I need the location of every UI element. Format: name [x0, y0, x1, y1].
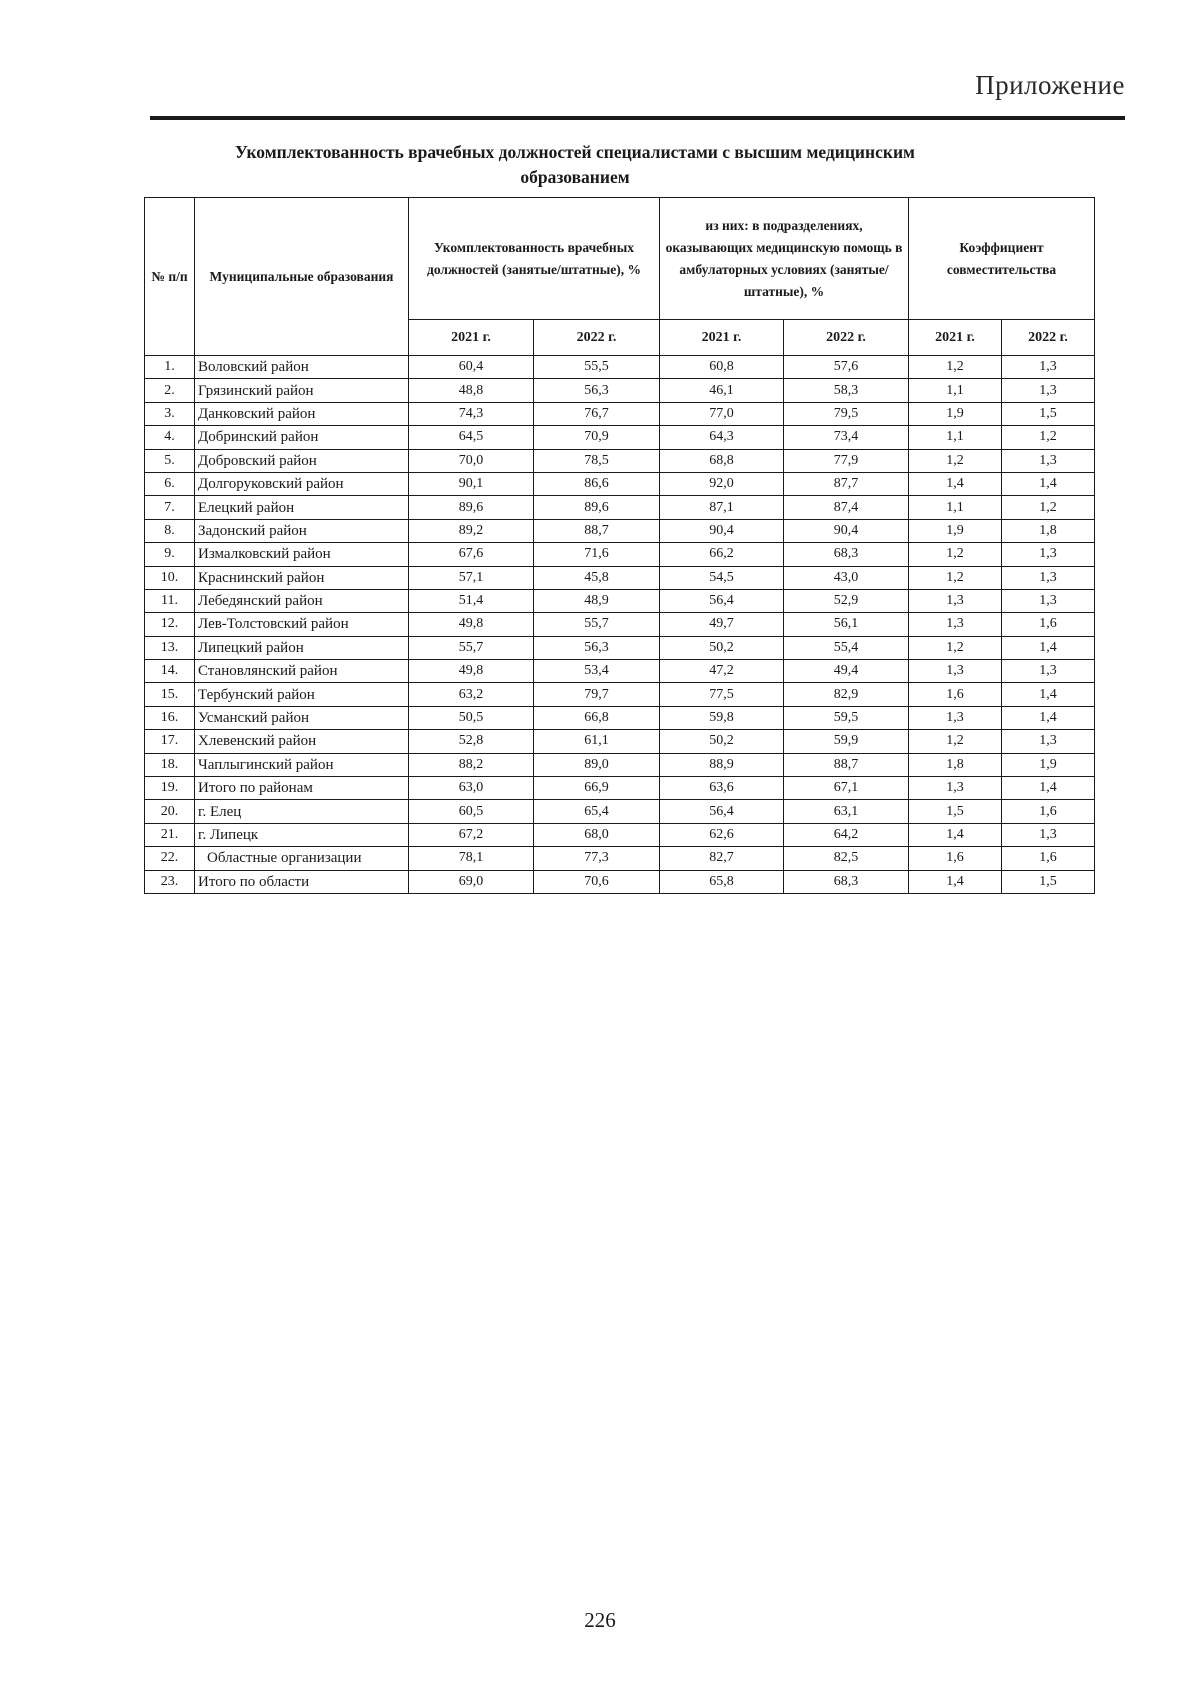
municipality-name: г. Елец	[195, 800, 409, 823]
outpatient-2022: 73,4	[784, 426, 909, 449]
outpatient-2021: 49,7	[660, 613, 784, 636]
staffing-2022: 48,9	[534, 589, 660, 612]
coefficient-2021: 1,6	[909, 683, 1002, 706]
staffing-2021: 60,4	[409, 356, 534, 379]
table-row	[145, 777, 1095, 800]
municipality-name: Лебедянский район	[195, 589, 409, 612]
table-row	[145, 823, 1095, 846]
staffing-2021: 89,2	[409, 519, 534, 542]
row-number: 10.	[145, 566, 195, 589]
outpatient-2022: 59,5	[784, 706, 909, 729]
municipality-name: Долгоруковский район	[195, 472, 409, 495]
document-title: Укомплектованность врачебных должностей специалистами с высшим медицинским образованием	[235, 142, 915, 187]
coefficient-2022: 1,4	[1002, 706, 1095, 729]
staffing-2022: 56,3	[534, 379, 660, 402]
coefficient-2022: 1,3	[1002, 566, 1095, 589]
municipality-name: Областные организации	[195, 847, 409, 870]
coefficient-2021: 1,3	[909, 589, 1002, 612]
outpatient-2021: 77,5	[660, 683, 784, 706]
table-row	[145, 426, 1095, 449]
row-number: 9.	[145, 543, 195, 566]
coefficient-2022: 1,3	[1002, 730, 1095, 753]
outpatient-2021: 50,2	[660, 730, 784, 753]
outpatient-2021: 64,3	[660, 426, 784, 449]
header-outpatient: из них: в подразделениях, оказывающих медицинскую помощь в амбулаторных условиях (занятые/штатные), %	[660, 198, 909, 320]
staffing-2021: 89,6	[409, 496, 534, 519]
staffing-2021: 63,2	[409, 683, 534, 706]
coefficient-2021: 1,2	[909, 730, 1002, 753]
row-number: 11.	[145, 589, 195, 612]
municipality-name: Данковский район	[195, 402, 409, 425]
coefficient-2021: 1,2	[909, 543, 1002, 566]
municipality-name: Грязинский район	[195, 379, 409, 402]
outpatient-2021: 66,2	[660, 543, 784, 566]
staffing-2021: 70,0	[409, 449, 534, 472]
header-coefficient-2022: 2022 г.	[1002, 320, 1095, 356]
header-number: № п/п	[145, 198, 195, 356]
coefficient-2021: 1,3	[909, 613, 1002, 636]
table-row	[145, 543, 1095, 566]
municipality-name: Задонский район	[195, 519, 409, 542]
row-number: 7.	[145, 496, 195, 519]
outpatient-2022: 58,3	[784, 379, 909, 402]
municipality-name: Усманский район	[195, 706, 409, 729]
municipality-name: Итого по области	[195, 870, 409, 893]
coefficient-2021: 1,5	[909, 800, 1002, 823]
coefficient-2022: 1,3	[1002, 660, 1095, 683]
staffing-2021: 78,1	[409, 847, 534, 870]
outpatient-2022: 64,2	[784, 823, 909, 846]
row-number: 4.	[145, 426, 195, 449]
row-number: 19.	[145, 777, 195, 800]
header-staffing-2022: 2022 г.	[534, 320, 660, 356]
coefficient-2021: 1,2	[909, 449, 1002, 472]
staffing-2021: 67,6	[409, 543, 534, 566]
row-number: 22.	[145, 847, 195, 870]
table-row	[145, 566, 1095, 589]
coefficient-2021: 1,1	[909, 379, 1002, 402]
outpatient-2022: 82,9	[784, 683, 909, 706]
coefficient-2022: 1,2	[1002, 426, 1095, 449]
row-number: 3.	[145, 402, 195, 425]
outpatient-2022: 55,4	[784, 636, 909, 659]
staffing-2021: 63,0	[409, 777, 534, 800]
staffing-2022: 71,6	[534, 543, 660, 566]
municipality-name: Хлевенский район	[195, 730, 409, 753]
coefficient-2022: 1,3	[1002, 449, 1095, 472]
coefficient-2022: 1,4	[1002, 636, 1095, 659]
municipality-name: Добровский район	[195, 449, 409, 472]
outpatient-2021: 56,4	[660, 800, 784, 823]
outpatient-2021: 60,8	[660, 356, 784, 379]
staffing-2022: 70,9	[534, 426, 660, 449]
row-number: 16.	[145, 706, 195, 729]
coefficient-2021: 1,3	[909, 706, 1002, 729]
staffing-2022: 53,4	[534, 660, 660, 683]
coefficient-2022: 1,4	[1002, 777, 1095, 800]
outpatient-2022: 56,1	[784, 613, 909, 636]
coefficient-2022: 1,8	[1002, 519, 1095, 542]
coefficient-2022: 1,5	[1002, 402, 1095, 425]
municipality-name: Воловский район	[195, 356, 409, 379]
municipality-name: Итого по районам	[195, 777, 409, 800]
coefficient-2022: 1,3	[1002, 589, 1095, 612]
outpatient-2021: 77,0	[660, 402, 784, 425]
outpatient-2022: 87,7	[784, 472, 909, 495]
outpatient-2022: 90,4	[784, 519, 909, 542]
outpatient-2021: 68,8	[660, 449, 784, 472]
header-outpatient-2022: 2022 г.	[784, 320, 909, 356]
staffing-2021: 57,1	[409, 566, 534, 589]
coefficient-2022: 1,3	[1002, 356, 1095, 379]
staffing-2022: 68,0	[534, 823, 660, 846]
staffing-2022: 55,5	[534, 356, 660, 379]
outpatient-2021: 54,5	[660, 566, 784, 589]
table-row	[145, 379, 1095, 402]
municipality-name: Тербунский район	[195, 683, 409, 706]
table-row	[145, 472, 1095, 495]
row-number: 17.	[145, 730, 195, 753]
coefficient-2021: 1,2	[909, 636, 1002, 659]
header-coefficient: Коэффициент совместительства	[909, 198, 1095, 320]
municipality-name: Добринский район	[195, 426, 409, 449]
coefficient-2021: 1,4	[909, 870, 1002, 893]
coefficient-2022: 1,5	[1002, 870, 1095, 893]
municipality-name: г. Липецк	[195, 823, 409, 846]
staffing-2021: 51,4	[409, 589, 534, 612]
outpatient-2021: 46,1	[660, 379, 784, 402]
coefficient-2022: 1,4	[1002, 472, 1095, 495]
outpatient-2022: 88,7	[784, 753, 909, 776]
coefficient-2021: 1,1	[909, 426, 1002, 449]
staffing-2022: 76,7	[534, 402, 660, 425]
staffing-2022: 66,9	[534, 777, 660, 800]
row-number: 5.	[145, 449, 195, 472]
table-row	[145, 356, 1095, 379]
outpatient-2021: 65,8	[660, 870, 784, 893]
table-row	[145, 660, 1095, 683]
staffing-2022: 55,7	[534, 613, 660, 636]
staffing-2022: 79,7	[534, 683, 660, 706]
staffing-2021: 52,8	[409, 730, 534, 753]
table-body	[145, 356, 1095, 894]
header-staffing: Укомплектованность врачебных должностей (занятые/штатные), %	[409, 198, 660, 320]
coefficient-2021: 1,2	[909, 356, 1002, 379]
staffing-2021: 67,2	[409, 823, 534, 846]
section-title: Приложение	[975, 70, 1125, 100]
staffing-2022: 66,8	[534, 706, 660, 729]
staffing-table	[144, 197, 1095, 894]
outpatient-2021: 63,6	[660, 777, 784, 800]
outpatient-2022: 68,3	[784, 870, 909, 893]
municipality-name: Липецкий район	[195, 636, 409, 659]
staffing-2021: 48,8	[409, 379, 534, 402]
staffing-2021: 90,1	[409, 472, 534, 495]
outpatient-2022: 68,3	[784, 543, 909, 566]
row-number: 8.	[145, 519, 195, 542]
coefficient-2021: 1,9	[909, 519, 1002, 542]
coefficient-2022: 1,6	[1002, 847, 1095, 870]
coefficient-2021: 1,9	[909, 402, 1002, 425]
staffing-2021: 74,3	[409, 402, 534, 425]
coefficient-2022: 1,6	[1002, 613, 1095, 636]
outpatient-2021: 87,1	[660, 496, 784, 519]
header-rule	[150, 116, 1125, 120]
outpatient-2021: 82,7	[660, 847, 784, 870]
staffing-2022: 77,3	[534, 847, 660, 870]
staffing-2022: 86,6	[534, 472, 660, 495]
coefficient-2022: 1,6	[1002, 800, 1095, 823]
municipality-name: Краснинский район	[195, 566, 409, 589]
table-row	[145, 449, 1095, 472]
outpatient-2021: 47,2	[660, 660, 784, 683]
staffing-table-container	[144, 197, 1094, 894]
row-number: 14.	[145, 660, 195, 683]
outpatient-2022: 63,1	[784, 800, 909, 823]
row-number: 2.	[145, 379, 195, 402]
staffing-2021: 50,5	[409, 706, 534, 729]
staffing-2021: 49,8	[409, 613, 534, 636]
staffing-2022: 56,3	[534, 636, 660, 659]
outpatient-2021: 50,2	[660, 636, 784, 659]
staffing-2021: 88,2	[409, 753, 534, 776]
table-row	[145, 706, 1095, 729]
staffing-2022: 88,7	[534, 519, 660, 542]
outpatient-2022: 49,4	[784, 660, 909, 683]
outpatient-2021: 56,4	[660, 589, 784, 612]
row-number: 18.	[145, 753, 195, 776]
staffing-2022: 89,6	[534, 496, 660, 519]
outpatient-2022: 52,9	[784, 589, 909, 612]
staffing-2022: 89,0	[534, 753, 660, 776]
staffing-2021: 55,7	[409, 636, 534, 659]
coefficient-2022: 1,3	[1002, 379, 1095, 402]
outpatient-2022: 43,0	[784, 566, 909, 589]
table-row	[145, 636, 1095, 659]
coefficient-2021: 1,1	[909, 496, 1002, 519]
coefficient-2021: 1,4	[909, 823, 1002, 846]
header-outpatient-2021: 2021 г.	[660, 320, 784, 356]
outpatient-2022: 87,4	[784, 496, 909, 519]
page-number: 226	[584, 1608, 616, 1632]
municipality-name: Измалковский район	[195, 543, 409, 566]
municipality-name: Елецкий район	[195, 496, 409, 519]
outpatient-2022: 57,6	[784, 356, 909, 379]
row-number: 23.	[145, 870, 195, 893]
outpatient-2022: 67,1	[784, 777, 909, 800]
table-row	[145, 800, 1095, 823]
row-number: 20.	[145, 800, 195, 823]
table-row	[145, 589, 1095, 612]
header-coefficient-2021: 2021 г.	[909, 320, 1002, 356]
page-header	[150, 70, 1125, 122]
header-staffing-2021: 2021 г.	[409, 320, 534, 356]
row-number: 6.	[145, 472, 195, 495]
table-row	[145, 496, 1095, 519]
staffing-2022: 78,5	[534, 449, 660, 472]
outpatient-2021: 59,8	[660, 706, 784, 729]
coefficient-2022: 1,4	[1002, 683, 1095, 706]
row-number: 21.	[145, 823, 195, 846]
header-municipality: Муниципальные образования	[195, 198, 409, 356]
table-row	[145, 847, 1095, 870]
table-row	[145, 402, 1095, 425]
coefficient-2022: 1,3	[1002, 543, 1095, 566]
table-row	[145, 683, 1095, 706]
staffing-2022: 45,8	[534, 566, 660, 589]
coefficient-2022: 1,9	[1002, 753, 1095, 776]
row-number: 12.	[145, 613, 195, 636]
municipality-name: Лев-Толстовский район	[195, 613, 409, 636]
table-row	[145, 753, 1095, 776]
coefficient-2021: 1,8	[909, 753, 1002, 776]
staffing-2021: 69,0	[409, 870, 534, 893]
staffing-2022: 70,6	[534, 870, 660, 893]
municipality-name: Становлянский район	[195, 660, 409, 683]
coefficient-2021: 1,4	[909, 472, 1002, 495]
table-row	[145, 730, 1095, 753]
coefficient-2021: 1,2	[909, 566, 1002, 589]
municipality-name: Чаплыгинский район	[195, 753, 409, 776]
row-number: 13.	[145, 636, 195, 659]
staffing-2021: 49,8	[409, 660, 534, 683]
table-row	[145, 519, 1095, 542]
outpatient-2022: 59,9	[784, 730, 909, 753]
coefficient-2021: 1,6	[909, 847, 1002, 870]
outpatient-2021: 88,9	[660, 753, 784, 776]
staffing-2022: 65,4	[534, 800, 660, 823]
staffing-2021: 60,5	[409, 800, 534, 823]
coefficient-2022: 1,2	[1002, 496, 1095, 519]
outpatient-2021: 92,0	[660, 472, 784, 495]
row-number: 1.	[145, 356, 195, 379]
outpatient-2022: 79,5	[784, 402, 909, 425]
staffing-2021: 64,5	[409, 426, 534, 449]
outpatient-2021: 62,6	[660, 823, 784, 846]
outpatient-2022: 82,5	[784, 847, 909, 870]
staffing-2022: 61,1	[534, 730, 660, 753]
table-row	[145, 613, 1095, 636]
outpatient-2022: 77,9	[784, 449, 909, 472]
row-number: 15.	[145, 683, 195, 706]
coefficient-2021: 1,3	[909, 777, 1002, 800]
table-row	[145, 870, 1095, 893]
coefficient-2022: 1,3	[1002, 823, 1095, 846]
outpatient-2021: 90,4	[660, 519, 784, 542]
coefficient-2021: 1,3	[909, 660, 1002, 683]
